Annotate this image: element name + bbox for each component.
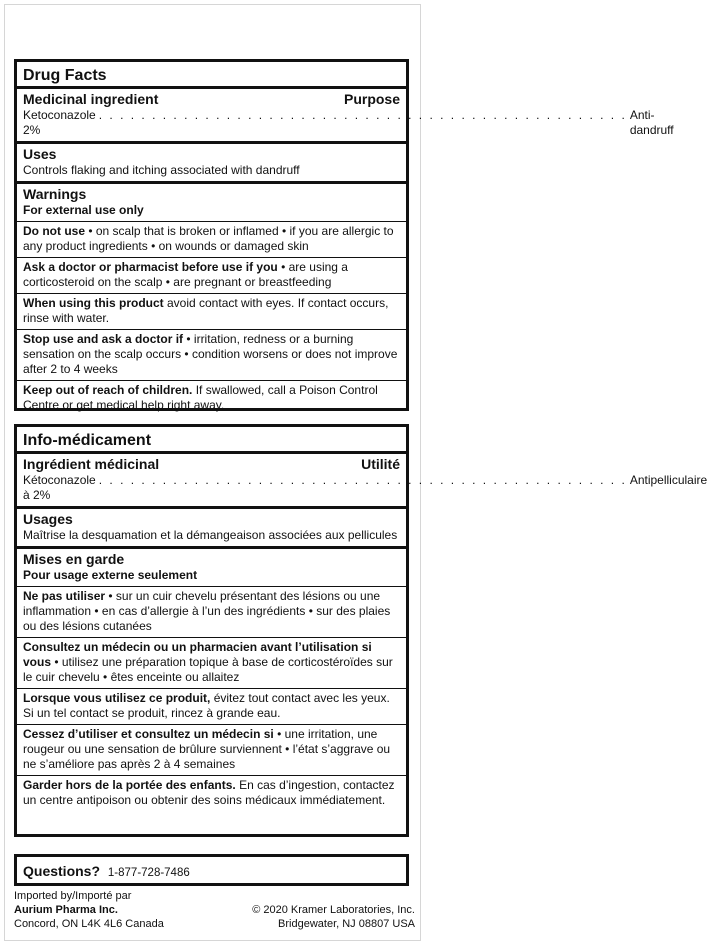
importer-block <box>14 889 164 931</box>
manufacturer-location: Bridgewater, NJ 08807 USA <box>278 918 415 930</box>
ask-doctor-heading: Ask a doctor or pharmacist before use if you <box>23 260 278 274</box>
info-medicament-title: Info-médicament <box>17 427 406 454</box>
ask-doctor-section-fr <box>17 638 406 689</box>
when-using-text-fr: évitez tout contact avec les yeux. Si un tel contact se produit, rincez à grande eau. <box>23 691 390 720</box>
when-using-heading: When using this product <box>23 296 164 310</box>
ingredient-name: Ketoconazole 2% <box>23 108 96 137</box>
stop-use-text-fr: • une irritation, une rougeur ou une sensation de brûlure surviennent • l’état s’aggrave ou ne s’améliore pas après 2 à 4 semaines <box>23 727 391 771</box>
uses-heading-fr: Usages <box>23 511 73 527</box>
ingredient-name-fr: Kétoconazole à 2% <box>23 473 96 502</box>
stop-use-section-fr <box>17 725 406 776</box>
keep-out-text-fr: En cas d’ingestion, contactez un centre antipoison ou obtenir des soins médicaux immédiatement. <box>23 778 395 807</box>
importer-address: Concord, ON L4K 4L6 Canada <box>14 918 164 930</box>
ingredient-section <box>17 89 674 144</box>
when-using-heading-fr: Lorsque vous utilisez ce produit, <box>23 691 211 705</box>
stop-use-heading-fr: Cessez d’utiliser et consultez un médecin si <box>23 727 274 741</box>
stop-use-heading: Stop use and ask a doctor if <box>23 332 184 346</box>
importer-company: Aurium Pharma Inc. <box>14 904 118 916</box>
keep-out-heading: Keep out of reach of children. <box>23 383 193 397</box>
imported-by: Imported by/Importé par <box>14 890 132 902</box>
ingredient-heading: Medicinal ingredient <box>23 91 159 107</box>
uses-section <box>17 144 406 184</box>
warnings-heading-fr: Mises en garde <box>23 551 125 567</box>
questions-phone: 1-877-728-7486 <box>107 867 190 879</box>
uses-text: Controls flaking and itching associated with dandruff <box>23 163 300 177</box>
uses-text-fr: Maîtrise la desquamation et la démangeaison associées aux pellicules <box>23 528 398 542</box>
questions-label: Questions? <box>23 863 101 879</box>
external-use-note-fr: Pour usage externe seulement <box>23 568 198 582</box>
copyright-text: © 2020 Kramer Laboratories, Inc. <box>252 904 415 916</box>
ingredient-purpose: Anti-dandruff <box>629 108 674 137</box>
do-not-use-text: • on scalp that is broken or inflamed • if you are allergic to any product ingredients • on wounds or damaged skin <box>23 224 394 253</box>
ingredient-section-fr <box>17 454 707 509</box>
ask-doctor-section <box>17 258 406 294</box>
when-using-text: avoid contact with eyes. If contact occurs, rinse with water. <box>23 296 389 325</box>
uses-heading: Uses <box>23 146 57 162</box>
warnings-header-fr <box>17 549 406 587</box>
do-not-use-text-fr: • sur un cuir chevelu présentant des lésions ou une inflammation • en cas d’allergie à l’un des ingrédients • sur des plaies ou des lésions cutanées <box>23 589 391 633</box>
do-not-use-heading: Do not use <box>23 224 85 238</box>
manufacturer-block <box>252 903 415 931</box>
dot-leader: . . . . . . . . . . . . . . . . . . . . . . . . . . . . . . . . . . . . . . . . . . . . . . . . . . <box>98 108 627 122</box>
when-using-section <box>17 294 406 330</box>
when-using-section-fr <box>17 689 406 725</box>
ingredient-purpose-fr: Antipelliculaire <box>629 473 707 487</box>
keep-out-text: If swallowed, call a Poison Control Centre or get medical help right away. <box>23 383 378 412</box>
drug-facts-title: Drug Facts <box>17 62 406 89</box>
keep-out-heading-fr: Garder hors de la portée des enfants. <box>23 778 236 792</box>
ingredient-heading-fr: Ingrédient médicinal <box>23 456 160 472</box>
purpose-heading: Purpose <box>343 91 400 107</box>
ask-doctor-text: • are using a corticosteroid on the scalp • are pregnant or breastfeeding <box>23 260 348 289</box>
do-not-use-section <box>17 222 406 258</box>
do-not-use-heading-fr: Ne pas utiliser <box>23 589 106 603</box>
purpose-heading-fr: Utilité <box>361 456 400 472</box>
ask-doctor-text-fr: • utilisez une préparation topique à base de corticostéroïdes sur le cuir chevelu • êtes enceinte ou allaitez <box>23 655 393 684</box>
info-medicament-panel <box>14 424 707 837</box>
questions-panel <box>14 854 409 886</box>
dot-leader-fr: . . . . . . . . . . . . . . . . . . . . . . . . . . . . . . . . . . . . . . . . . . . . . . . . . . <box>98 473 627 487</box>
uses-section-fr <box>17 509 406 549</box>
warnings-heading: Warnings <box>23 186 87 202</box>
warnings-header <box>17 184 406 222</box>
stop-use-section <box>17 330 406 381</box>
external-use-note: For external use only <box>23 203 144 217</box>
keep-out-section <box>17 381 406 416</box>
drug-facts-panel <box>14 59 674 412</box>
stop-use-text: • irritation, redness or a burning sensation on the scalp occurs • condition worsens or does not improve after 2 to 4 weeks <box>23 332 398 376</box>
do-not-use-section-fr <box>17 587 406 638</box>
ask-doctor-heading-fr: Consultez un médecin ou un pharmacien avant l’utilisation si vous <box>23 640 372 669</box>
keep-out-section-fr <box>17 776 406 811</box>
